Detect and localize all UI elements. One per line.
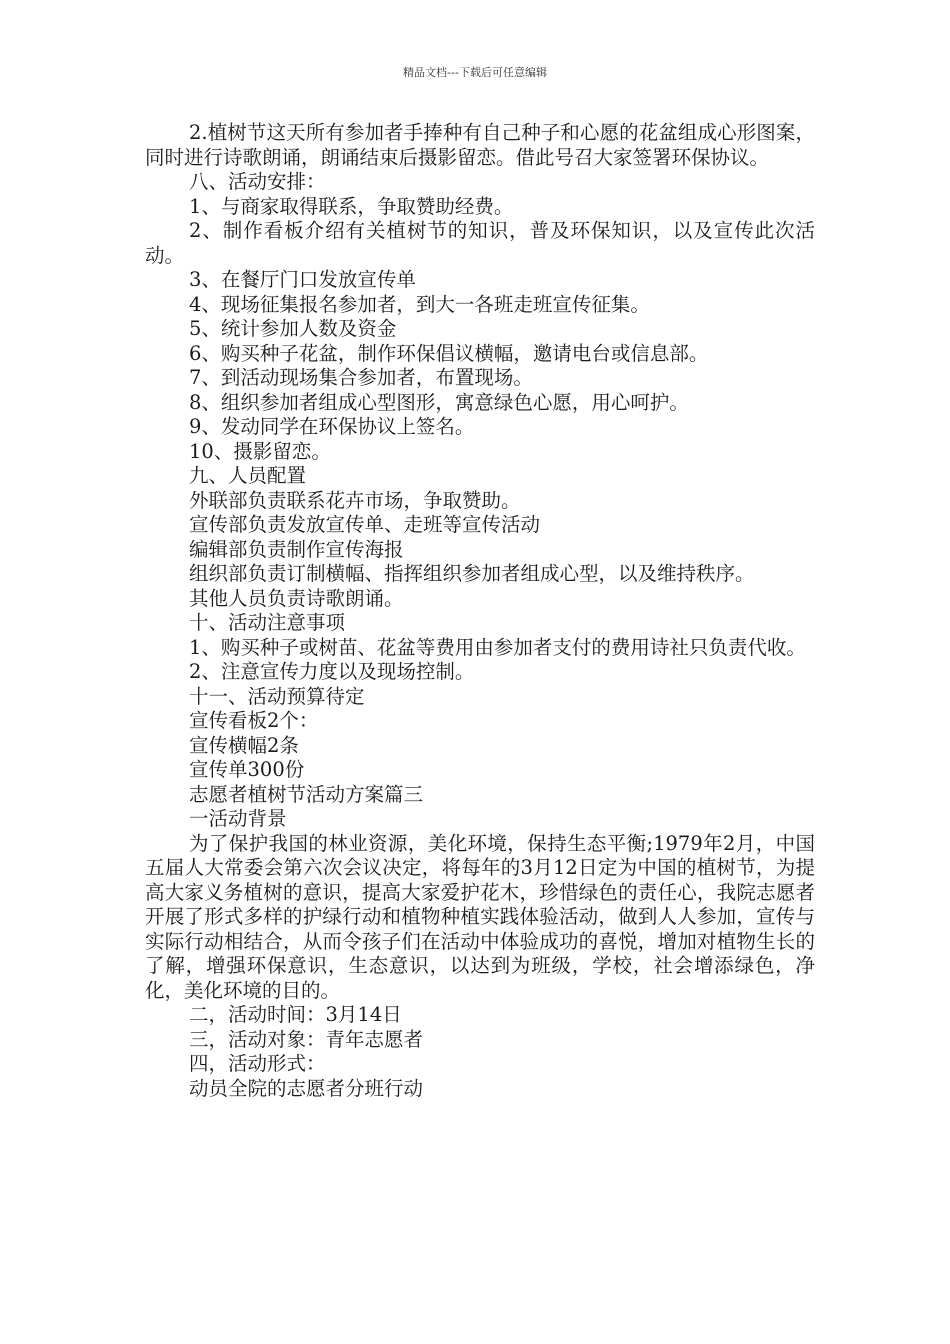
- page-header: 精品文档---下载后可任意编辑: [403, 66, 547, 79]
- section-heading: 志愿者植树节活动方案篇三: [189, 782, 424, 806]
- list-item: 6、购买种子花盆，制作环保倡议横幅，邀请电台或信息部。: [189, 341, 709, 365]
- list-item: 3、在餐厅门口发放宣传单: [189, 268, 416, 291]
- list-item: 1、与商家取得联系，争取赞助经费。: [189, 194, 514, 218]
- paragraph: 宣传部负责发放宣传单、走班等宣传活动: [189, 513, 541, 536]
- list-item: 7、到活动现场集合参加者，布置现场。: [189, 366, 533, 389]
- paragraph: 为了保护我国的林业资源，美化环境，保持生态平衡;1979年2月，中国五届人大常委会第六次会议决定，将每年的3月12日定为中国的植树节，为提高大家义务植树的意识，提高大家爱护花木，珍惜绿色的责任心，我院志愿者开展了形式多样的护绿行动和植物种植实践体验活动，做到人人参加，宣传与实际行动相结合，从而令孩子们在活动中体验成功的喜悦，增加对植物生长的了解，增强环保意识，生态意识，以达到为班级，学校，社会增添绿色，净化，美化环境的目的。: [145, 831, 815, 1002]
- paragraph: 宣传横幅2条: [189, 733, 299, 757]
- list-item: 2、注意宣传力度以及现场控制。: [189, 660, 475, 683]
- section-heading: 九、人员配置: [189, 464, 307, 487]
- paragraph: 编辑部负责制作宣传海报: [189, 537, 404, 561]
- section-heading: 八、活动安排：: [189, 170, 326, 193]
- list-item: 4、现场征集报名参加者，到大一各班走班宣传征集。: [189, 292, 650, 316]
- paragraph: 动员全院的志愿者分班行动: [189, 1076, 424, 1100]
- paragraph: 三，活动对象：青年志愿者: [189, 1027, 424, 1051]
- section-heading: 十、活动注意事项: [189, 611, 346, 634]
- paragraph: 其他人员负责诗歌朗诵。: [189, 586, 404, 610]
- section-heading: 十一、活动预算待定: [189, 684, 365, 708]
- paragraph: 外联部负责联系花卉市场，争取赞助。: [189, 488, 521, 512]
- paragraph: 宣传看板2个：: [189, 709, 319, 732]
- list-item: 5、统计参加人数及资金: [189, 317, 397, 340]
- paragraph: 宣传单300份: [189, 758, 305, 781]
- list-item: 9、发动同学在环保协议上签名。: [189, 415, 475, 438]
- paragraph: 2.植树节这天所有参加者手捧种有自己种子和心愿的花盆组成心形图案，同时进行诗歌朗诵，朗诵结束后摄影留恋。借此号召大家签署环保协议。: [145, 121, 815, 169]
- document-body: [145, 121, 815, 1101]
- section-heading: 一活动背景: [189, 807, 287, 830]
- list-item: 10、摄影留恋。: [189, 439, 331, 463]
- paragraph: 组织部负责订制横幅、指挥组织参加者组成心型，以及维持秩序。: [189, 562, 755, 585]
- paragraph: 四，活动形式：: [189, 1052, 326, 1075]
- list-item: 8、组织参加者组成心型图形，寓意绿色心愿，用心呵护。: [189, 390, 689, 414]
- list-item: 1、购买种子或树苗、花盆等费用由参加者支付的费用诗社只负责代收。: [189, 635, 806, 659]
- list-item: 2、制作看板介绍有关植树节的知识，普及环保知识，以及宣传此次活动。: [145, 219, 815, 267]
- paragraph: 二，活动时间：3月14日: [189, 1003, 402, 1026]
